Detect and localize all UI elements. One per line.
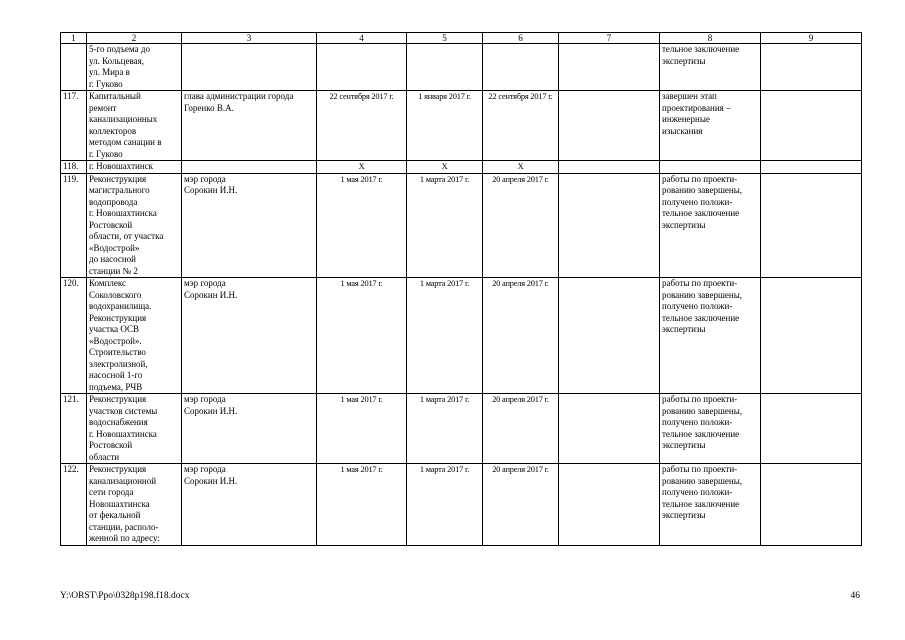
responsible-person: мэр города Сорокин И.Н. [182, 394, 317, 464]
object-name: г. Новошахтинск [87, 161, 182, 174]
column-header: 8 [660, 33, 761, 44]
column-7-cell [559, 394, 660, 464]
responsible-person [182, 44, 317, 91]
date-col-6: 22 сентября 2017 г. [483, 91, 559, 161]
table-row [61, 278, 862, 394]
column-9-cell [761, 173, 862, 278]
date-col-6: 20 апреля 2017 г. [483, 278, 559, 394]
status-note: работы по проекти- рованию завершены, получено положи- тельное заключение экспертизы [660, 394, 761, 464]
date-col-4: 1 мая 2017 г. [317, 394, 407, 464]
date-col-6: Х [483, 161, 559, 174]
column-9-cell [761, 394, 862, 464]
status-note: завершен этап проектирования – инженерные изыскания [660, 91, 761, 161]
column-7-cell [559, 173, 660, 278]
date-col-5: 1 марта 2017 г. [407, 173, 483, 278]
responsible-person: мэр города Сорокин И.Н. [182, 173, 317, 278]
date-col-4: Х [317, 161, 407, 174]
status-note: работы по проекти- рованию завершены, получено положи- тельное заключение экспертизы [660, 278, 761, 394]
date-col-6: 20 апреля 2017 г. [483, 173, 559, 278]
row-number: 118. [61, 161, 87, 174]
column-9-cell [761, 161, 862, 174]
column-header: 2 [87, 33, 182, 44]
column-header: 5 [407, 33, 483, 44]
table-row [61, 173, 862, 278]
row-number: 119. [61, 173, 87, 278]
object-name: 5-го подъема до ул. Кольцевая, ул. Мира в г. Гуково [87, 44, 182, 91]
column-header: 3 [182, 33, 317, 44]
date-col-5: 1 января 2017 г. [407, 91, 483, 161]
column-7-cell [559, 44, 660, 91]
table-row [61, 91, 862, 161]
date-col-6: 20 апреля 2017 г. [483, 394, 559, 464]
status-note [660, 161, 761, 174]
column-9-cell [761, 464, 862, 546]
file-path: Y:\ORST\Ppo\0328p198.f18.docx [60, 591, 190, 601]
column-7-cell [559, 278, 660, 394]
column-9-cell [761, 278, 862, 394]
column-7-cell [559, 91, 660, 161]
column-7-cell [559, 161, 660, 174]
date-col-4 [317, 44, 407, 91]
column-9-cell [761, 44, 862, 91]
object-name: Реконструкция канализационной сети города Новошахтинска от фекальной станции, располо- женной по адресу: [87, 464, 182, 546]
object-name: Реконструкция магистрального водопровода г. Новошахтинска Ростовской области, от участка «Водострой» до насосной станции № 2 [87, 173, 182, 278]
date-col-5: 1 марта 2017 г. [407, 394, 483, 464]
column-header: 9 [761, 33, 862, 44]
responsible-person: мэр города Сорокин И.Н. [182, 464, 317, 546]
date-col-5 [407, 44, 483, 91]
header-row [61, 33, 862, 44]
date-col-4: 1 мая 2017 г. [317, 173, 407, 278]
column-9-cell [761, 91, 862, 161]
date-col-6 [483, 44, 559, 91]
row-number: 121. [61, 394, 87, 464]
date-col-5: 1 марта 2017 г. [407, 464, 483, 546]
responsible-person: глава администрации города Горенко В.А. [182, 91, 317, 161]
date-col-4: 22 сентября 2017 г. [317, 91, 407, 161]
date-col-6: 20 апреля 2017 г. [483, 464, 559, 546]
status-note: работы по проекти- рованию завершены, получено положи- тельное заключение экспертизы [660, 173, 761, 278]
column-header: 6 [483, 33, 559, 44]
responsible-person [182, 161, 317, 174]
date-col-5: 1 марта 2017 г. [407, 278, 483, 394]
row-number: 122. [61, 464, 87, 546]
row-number: 117. [61, 91, 87, 161]
table-row [61, 394, 862, 464]
responsible-person: мэр города Сорокин И.Н. [182, 278, 317, 394]
date-col-4: 1 мая 2017 г. [317, 464, 407, 546]
date-col-5: Х [407, 161, 483, 174]
row-number [61, 44, 87, 91]
date-col-4: 1 мая 2017 г. [317, 278, 407, 394]
object-name: Реконструкция участков системы водоснабжения г. Новошахтинска Ростовской области [87, 394, 182, 464]
table-row [61, 464, 862, 546]
status-note: тельное заключение экспертизы [660, 44, 761, 91]
table-row [61, 161, 862, 174]
status-note: работы по проекти- рованию завершены, получено положи- тельное заключение экспертизы [660, 464, 761, 546]
row-number: 120. [61, 278, 87, 394]
column-header: 1 [61, 33, 87, 44]
object-name: Комплекс Соколовского водохранилища. Реконструкция участка ОСВ «Водострой». Строительство электролизной, насосной 1-го подъема, РЧВ [87, 278, 182, 394]
object-name: Капитальный ремонт канализационных коллекторов методом санации в г. Гуково [87, 91, 182, 161]
data-table [60, 32, 862, 546]
column-header: 4 [317, 33, 407, 44]
column-header: 7 [559, 33, 660, 44]
page-number: 46 [850, 591, 860, 601]
table-row [61, 44, 862, 91]
column-7-cell [559, 464, 660, 546]
